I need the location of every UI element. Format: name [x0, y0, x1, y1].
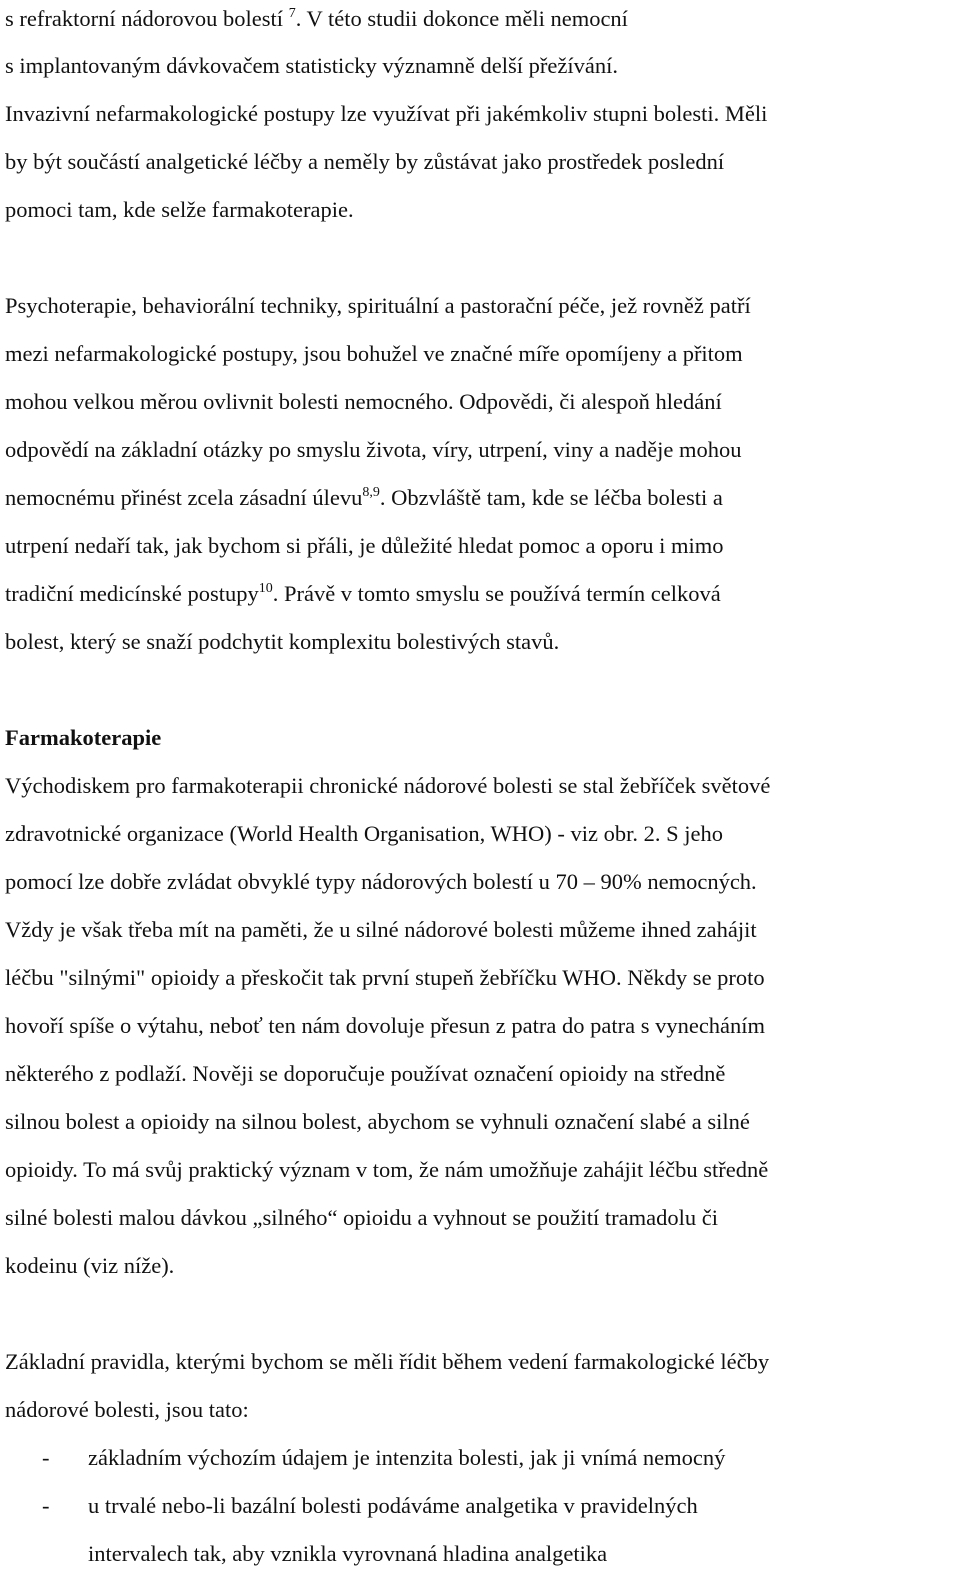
section-line-4: Vždy je však třeba mít na paměti, že u silné nádorové bolesti můžeme ihned zahájit — [5, 917, 757, 942]
rules-intro-line-2: nádorové bolesti, jsou tato: — [5, 1397, 249, 1422]
list-item-2-line-2: intervalech tak, aby vznikla vyrovnaná hladina analgetika — [88, 1541, 608, 1566]
paragraph-2-line-7 — [5, 579, 721, 609]
citation-reference: 7 — [288, 6, 296, 21]
text-span: nemocnému přinést zcela zásadní úlevu — [5, 485, 363, 510]
paragraph-1-line-2: s implantovaným dávkovačem statisticky významně delší přežívání. — [5, 53, 618, 78]
text-span: . Obzvláště tam, kde se léčba bolesti a — [379, 485, 723, 510]
paragraph-1-line-3: Invazivní nefarmakologické postupy lze využívat při jakémkoliv stupni bolesti. Měli — [5, 101, 768, 126]
paragraph-2-line-2: mezi nefarmakologické postupy, jsou bohužel ve značné míře opomíjeny a přitom — [5, 341, 743, 366]
rules-intro-line-1: Základní pravidla, kterými bychom se měli řídit během vedení farmakologické léčby — [5, 1349, 770, 1374]
section-line-11: kodeinu (viz níže). — [5, 1253, 175, 1278]
list-bullet-dash: - — [42, 1445, 50, 1470]
paragraph-2-line-1: Psychoterapie, behaviorální techniky, spirituální a pastorační péče, jež rovněž patří — [5, 293, 751, 318]
paragraph-2-line-5 — [5, 483, 723, 513]
section-line-2: zdravotnické organizace (World Health Organisation, WHO) - viz obr. 2. S jeho — [5, 821, 723, 846]
section-line-5: léčbu "silnými" opioidy a přeskočit tak první stupeň žebříčku WHO. Někdy se proto — [5, 965, 765, 990]
paragraph-1-line-1 — [5, 4, 628, 34]
paragraph-2-line-3: mohou velkou měrou ovlivnit bolesti nemocného. Odpovědi, či alespoň hledání — [5, 389, 722, 414]
section-line-10: silné bolesti malou dávkou „silného“ opioidu a vyhnout se použití tramadolu či — [5, 1205, 718, 1230]
text-span: s refraktorní nádorovou bolestí — [5, 6, 289, 31]
list-item-2-line-1: u trvalé nebo-li bazální bolesti podáváme analgetika v pravidelných — [88, 1493, 698, 1518]
paragraph-2-line-8: bolest, který se snaží podchytit komplexitu bolestivých stavů. — [5, 629, 560, 654]
text-span: . V této studii dokonce měli nemocní — [295, 6, 628, 31]
citation-reference: 10 — [258, 581, 273, 596]
list-item-1: základním výchozím údajem je intenzita bolesti, jak ji vnímá nemocný — [88, 1445, 726, 1470]
paragraph-2-line-4: odpovědí na základní otázky po smyslu života, víry, utrpení, viny a naděje mohou — [5, 437, 742, 462]
section-heading: Farmakoterapie — [5, 725, 162, 750]
paragraph-1-line-5: pomoci tam, kde selže farmakoterapie. — [5, 197, 354, 222]
section-line-9: opioidy. To má svůj praktický význam v tom, že nám umožňuje zahájit léčbu středně — [5, 1157, 769, 1182]
section-line-7: některého z podlaží. Nověji se doporučuje používat označení opioidy na středně — [5, 1061, 726, 1086]
section-line-3: pomocí lze dobře zvládat obvyklé typy nádorových bolestí u 70 – 90% nemocných. — [5, 869, 757, 894]
paragraph-1-line-4: by být součástí analgetické léčby a neměly by zůstávat jako prostředek poslední — [5, 149, 725, 174]
citation-reference: 8,9 — [362, 485, 380, 500]
text-span: . Právě v tomto smyslu se používá termín celková — [272, 581, 721, 606]
section-line-8: silnou bolest a opioidy na silnou bolest, abychom se vyhnuli označení slabé a silné — [5, 1109, 750, 1134]
section-line-6: hovoří spíše o výtahu, neboť ten nám dovoluje přesun z patra do patra s vynecháním — [5, 1013, 766, 1038]
paragraph-2-line-6: utrpení nedaří tak, jak bychom si přáli, je důležité hledat pomoc a oporu i mimo — [5, 533, 724, 558]
list-bullet-dash: - — [42, 1493, 50, 1518]
section-line-1: Východiskem pro farmakoterapii chronické nádorové bolesti se stal žebříček světové — [5, 773, 771, 798]
text-span: tradiční medicínské postupy — [5, 581, 259, 606]
